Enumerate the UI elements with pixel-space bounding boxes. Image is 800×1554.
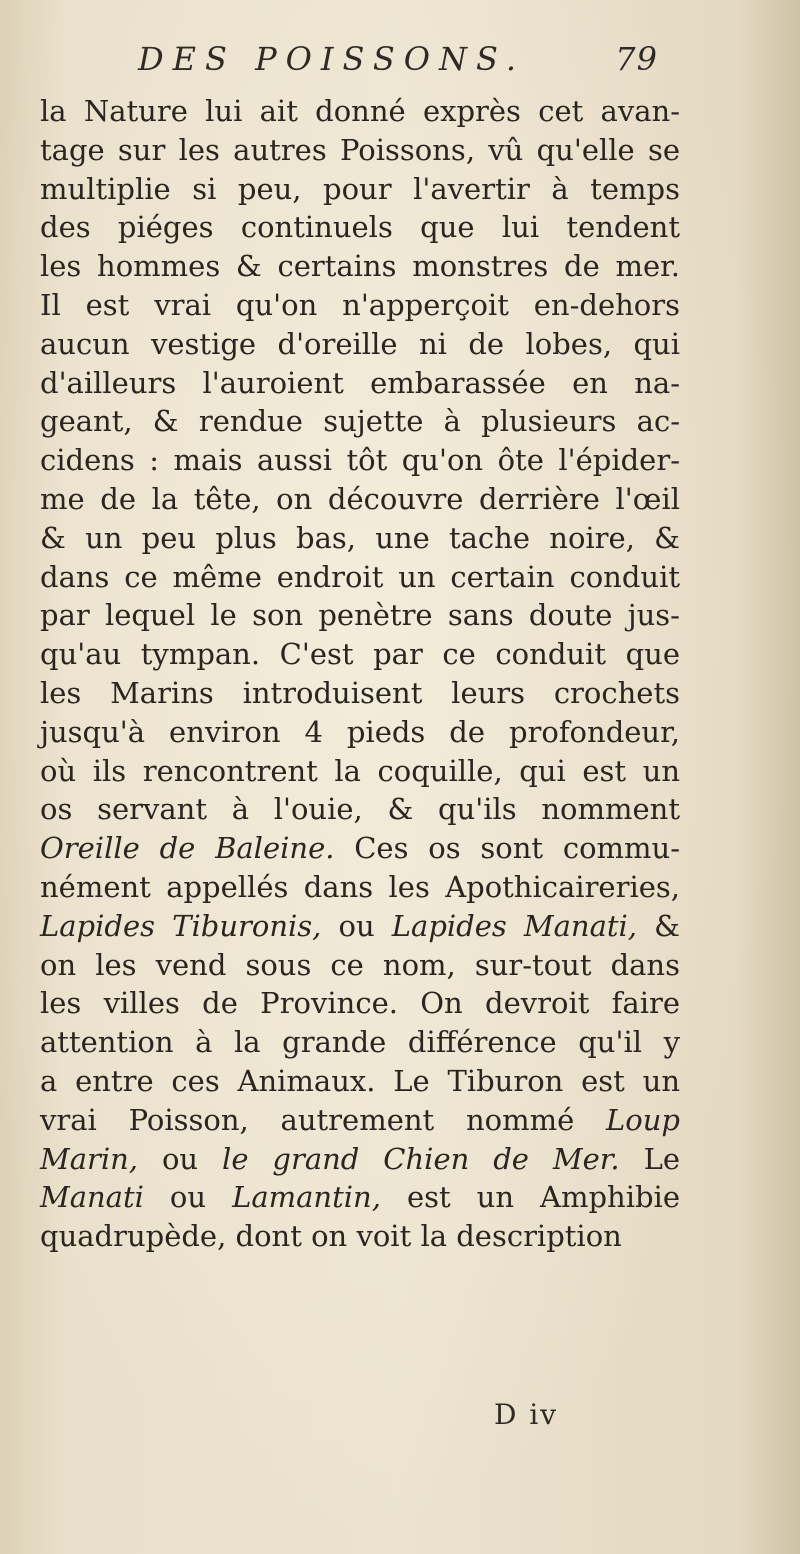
text-segment: les Marins introduisent leurs crochets	[40, 675, 680, 710]
text-segment: cidens : mais aussi tôt qu'on ôte l'épider-	[40, 443, 680, 478]
text-line	[40, 790, 680, 829]
text-segment: Il est vrai qu'on n'apperçoit en-dehors	[40, 287, 680, 322]
text-segment: &	[637, 908, 680, 943]
italic-text-segment: Lapides Manati,	[391, 908, 638, 943]
text-segment: Le	[619, 1141, 680, 1176]
text-segment: aucun vestige d'oreille ni de lobes, qui	[40, 326, 680, 361]
italic-text-segment: Lapides Tiburonis,	[40, 908, 322, 943]
text-segment: dans ce même endroit un certain conduit	[40, 559, 680, 594]
text-segment: os servant à l'ouie, & qu'ils nomment	[40, 792, 680, 827]
text-line	[40, 519, 680, 558]
text-segment: où ils rencontrent la coquille, qui est un	[40, 753, 680, 788]
text-line	[40, 325, 680, 364]
text-segment: Ces os sont commu-	[334, 831, 680, 866]
text-line	[40, 480, 680, 519]
text-line	[40, 907, 680, 946]
text-line	[40, 984, 680, 1023]
text-segment: ou	[143, 1180, 233, 1215]
text-segment: est un Amphibie	[380, 1180, 680, 1215]
text-segment: a entre ces Animaux. Le Tiburon est un	[40, 1063, 680, 1098]
text-segment: geant, & rendue sujette à plusieurs ac-	[40, 404, 680, 439]
text-line	[40, 635, 680, 674]
text-segment: on les vend sous ce nom, sur-tout dans	[40, 947, 680, 982]
text-segment: qu'au tympan. C'est par ce conduit que	[40, 637, 680, 672]
text-segment: d'ailleurs l'auroient embarassée en na-	[40, 365, 680, 400]
text-segment: la Nature lui ait donné exprès cet avan-	[40, 94, 680, 128]
text-segment: les hommes & certains monstres de mer.	[40, 249, 680, 284]
text-line	[40, 441, 680, 480]
text-segment: des piéges continuels que lui tendent	[40, 210, 680, 245]
text-line	[40, 946, 680, 985]
text-line	[40, 829, 680, 868]
text-line	[40, 208, 680, 247]
text-segment: multiplie si peu, pour l'avertir à temps	[40, 171, 680, 206]
text-line	[40, 596, 680, 635]
text-line	[40, 170, 680, 209]
text-line	[40, 752, 680, 791]
text-line	[40, 1178, 680, 1217]
italic-text-segment: Oreille de Baleine.	[40, 831, 335, 866]
text-line	[40, 1101, 680, 1140]
text-segment: vrai Poisson, autrement nommé	[40, 1102, 607, 1137]
page-header	[138, 40, 658, 88]
page-number: 79	[615, 40, 658, 78]
running-title: DES POISSONS.	[138, 40, 525, 78]
text-line	[40, 247, 680, 286]
text-line	[40, 1023, 680, 1062]
text-segment: ou	[138, 1141, 223, 1176]
text-line	[40, 713, 680, 752]
text-segment: & un peu plus bas, une tache noire, &	[40, 520, 680, 555]
text-line	[40, 1062, 680, 1101]
text-line	[40, 1217, 680, 1256]
text-segment: nément appellés dans les Apothicaireries,	[40, 869, 680, 904]
text-line	[40, 402, 680, 441]
italic-text-segment: Lamantin,	[232, 1180, 381, 1215]
italic-text-segment: Manati	[40, 1180, 144, 1215]
text-line	[40, 286, 680, 325]
text-segment: les villes de Province. On devroit faire	[40, 986, 680, 1021]
italic-text-segment: Marin,	[40, 1141, 139, 1176]
italic-text-segment: le grand Chien de Mer.	[222, 1141, 620, 1176]
text-line	[40, 868, 680, 907]
text-segment: quadrupède, dont on voit la description	[40, 1219, 622, 1254]
text-line	[40, 674, 680, 713]
text-line	[40, 558, 680, 597]
text-line	[40, 364, 680, 403]
text-line	[40, 1140, 680, 1179]
text-segment: jusqu'à environ 4 pieds de profondeur,	[40, 714, 680, 749]
signature-mark: D iv	[494, 1398, 559, 1431]
text-line	[40, 92, 680, 131]
text-line	[40, 131, 680, 170]
text-segment: tage sur les autres Poissons, vû qu'elle se	[40, 132, 680, 167]
text-segment: par lequel le son penètre sans doute jus-	[40, 598, 680, 633]
text-segment: attention à la grande différence qu'il y	[40, 1025, 680, 1060]
italic-text-segment: Loup	[606, 1102, 680, 1137]
text-segment: me de la tête, on découvre derrière l'œil	[40, 481, 680, 516]
text-segment: ou	[321, 908, 392, 943]
body-text	[40, 92, 680, 1256]
